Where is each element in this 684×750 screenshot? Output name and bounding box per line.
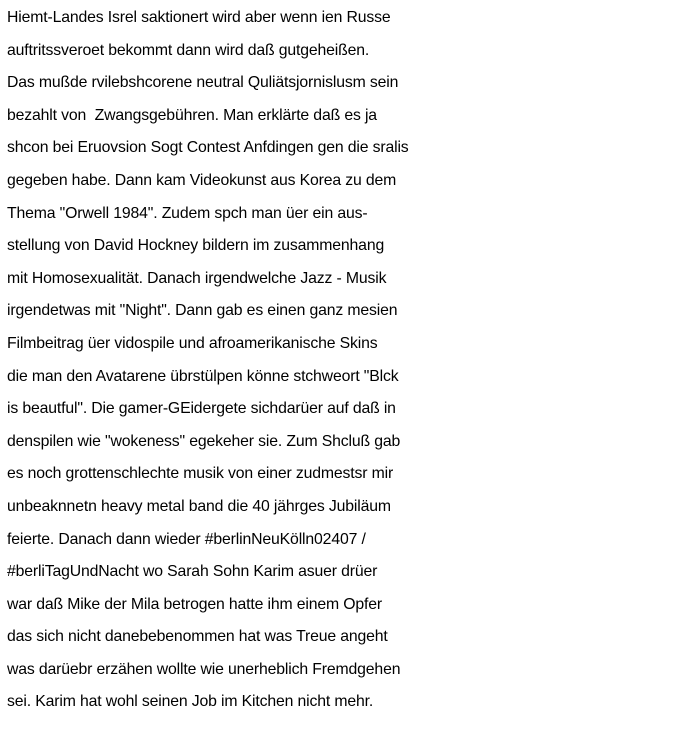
- text-line-9: mit Homosexualität. Danach irgendwelche Jazz - Musik: [7, 269, 387, 287]
- text-line-20: das sich nicht danebebenommen hat was Treue angeht: [7, 628, 388, 646]
- text-line-21: was darüebr erzähen wollte wie unerheblich Fremdgehen: [7, 660, 401, 678]
- text-line-1: Hiemt-Landes Isrel saktionert wird aber wenn ien Russe: [7, 9, 391, 26]
- text-line-22: sei. Karim hat wohl seinen Job im Kitchen nicht mehr.: [7, 693, 374, 711]
- text-line-16: unbeaknnetn heavy metal band die 40 jährges Jubiläum: [7, 497, 391, 515]
- text-line-4: bezahlt von Zwangsgebühren. Man erklärte daß es ja: [7, 106, 377, 124]
- text-line-8: stellung von David Hockney bildern im zusammenhang: [7, 237, 385, 255]
- text-line-13: is beautful". Die gamer-GEidergete sichdarüer auf daß in: [7, 400, 396, 418]
- text-line-19: war daß Mike der Mila betrogen hatte ihm einem Opfer: [7, 595, 383, 613]
- text-line-18: #berliTagUndNacht wo Sarah Sohn Karim asuer drüer: [7, 563, 378, 581]
- text-line-5: shcon bei Eruovsion Sogt Contest Anfdingen gen die sralis: [7, 139, 409, 157]
- text-line-3: Das mußde rvilebshcorene neutral Quliätsjornislusm sein: [7, 74, 399, 92]
- text-line-10: irgendetwas mit "Night". Dann gab es einen ganz mesien: [7, 302, 398, 320]
- text-line-6: gegeben habe. Dann kam Videokunst aus Korea zu dem: [7, 171, 397, 189]
- text-line-17: feierte. Danach dann wieder #berlinNeuKölln02407 /: [7, 530, 366, 548]
- text-line-2: auftritssveroet bekommt dann wird daß gutgeheißen.: [7, 41, 370, 59]
- text-line-12: die man den Avatarene übrstülpen könne stchweort "Blck: [7, 367, 399, 385]
- text-line-7: Thema "Orwell 1984". Zudem spch man üer ein aus-: [7, 204, 368, 222]
- text-line-15: es noch grottenschlechte musik von einer zudmestsr mir: [7, 465, 394, 483]
- text-line-11: Filmbeitrag üer vidospile und afroamerikanische Skins: [7, 334, 378, 352]
- text-line-14: denspilen wie "wokeness" egekeher sie. Zum Shcluß gab: [7, 432, 401, 450]
